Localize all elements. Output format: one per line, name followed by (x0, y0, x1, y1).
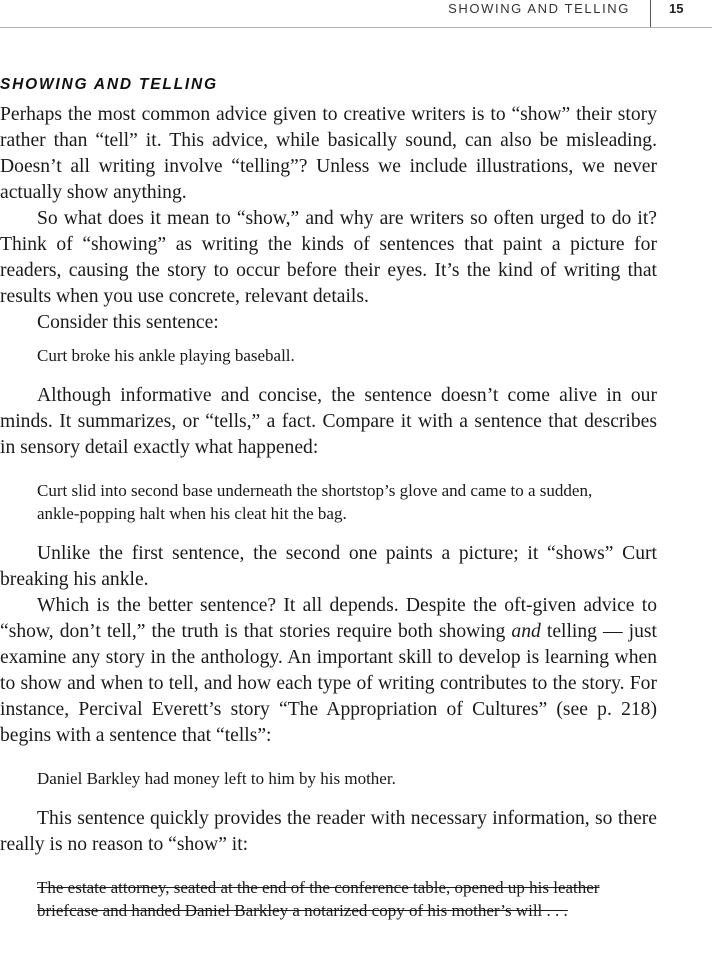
example-sentence-1: Curt broke his ankle playing baseball. (37, 346, 295, 365)
example-sentence-3: Daniel Barkley had money left to him by his mother. (37, 769, 396, 788)
paragraph-6 (0, 593, 657, 749)
running-header (0, 0, 712, 28)
paragraph-7: This sentence quickly provides the reader with necessary information, so there really is no reason to “show” it: (0, 808, 657, 855)
paragraph-4: Although informative and concise, the sentence doesn’t come alive in our minds. It summarizes, or “tells,” a fact. Compare it with a sentence that describes in sensory detail exactly what happened: (0, 385, 657, 458)
header-divider (650, 0, 651, 28)
running-title: SHOWING AND TELLING (448, 1, 630, 16)
paragraph-2: So what does it mean to “show,” and why are writers so often urged to do it? Think of “showing” as writing the kinds of sentences that paint a picture for readers, causing the story to occur before their eyes. It’s the kind of writing that results when you use concrete, relevant details. (0, 208, 657, 307)
paragraph-6-text-b: telling — just examine any story in the anthology. An important skill to develop is learning when to show and when to tell, and how each type of writing contributes to the story. For instance, Percival Everett’s story “The Appropriation of Cultures” (see p. 218) begins with a sentence that “tells”: (0, 621, 657, 746)
paragraph-6-text-a: Which is the better sentence? It all depends. Despite the oft-given advice to “show, don’t tell,” the truth is that stories require both showing (0, 595, 657, 642)
paragraph-1: Perhaps the most common advice given to creative writers is to “show” their story rather than “tell” it. This advice, while basically sound, can also be misleading. Doesn’t all writing involve “telling”? Unless we include illustrations, we never actually show anything. (0, 104, 657, 203)
paragraph-6-emphasis: and (511, 621, 541, 642)
page-body (0, 72, 657, 922)
example-sentence-4-struck: The estate attorney, seated at the end of the conference table, opened up his leather briefcase and handed Daniel Barkley a notarized copy of his mother’s will . . . (37, 878, 600, 920)
paragraph-3: Consider this sentence: (37, 312, 219, 333)
header-rule (0, 27, 712, 28)
page-number: 15 (669, 1, 684, 16)
section-heading: SHOWING AND TELLING (0, 76, 218, 93)
paragraph-5: Unlike the first sentence, the second one paints a picture; it “shows” Curt breaking his ankle. (0, 543, 657, 590)
example-sentence-2: Curt slid into second base underneath the shortstop’s glove and came to a sudden, ankle-popping halt when his cleat hit the bag. (37, 481, 593, 523)
